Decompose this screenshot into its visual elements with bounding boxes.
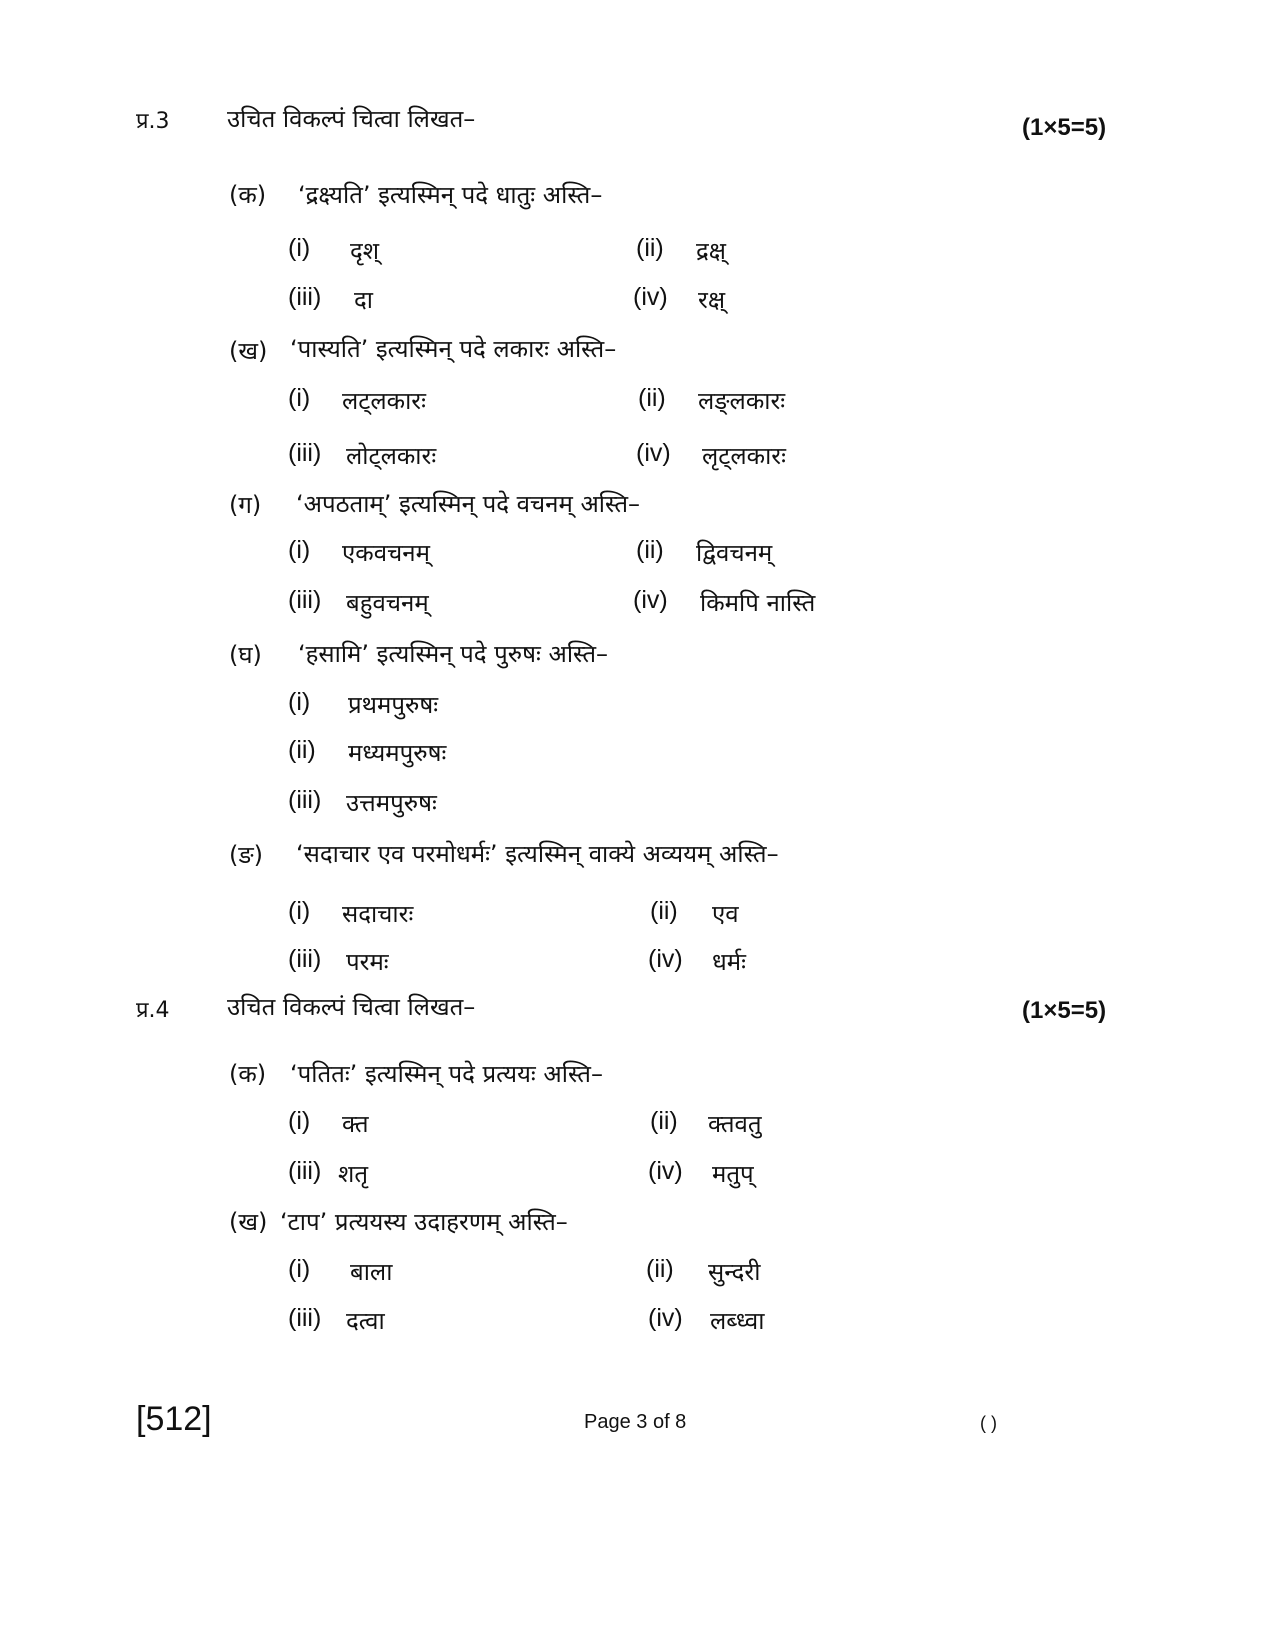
option-number: (iii) [288, 283, 322, 311]
option-text: परमः [346, 948, 389, 976]
item-text: ‘टाप’ प्रत्ययस्य उदाहरणम् अस्ति– [280, 1208, 568, 1236]
option-text: लृट्लकारः [702, 442, 786, 470]
item-label: (क) [229, 181, 267, 209]
marks-label: (1×5=5) [1022, 114, 1107, 141]
option-text: दा [354, 286, 373, 314]
option-text: दृश् [350, 237, 380, 265]
option-number: (ii) [638, 384, 666, 412]
option-number: (iii) [288, 945, 322, 973]
option-text: रक्ष् [698, 286, 726, 314]
option-text: सदाचारः [342, 900, 414, 928]
option-text: बहुवचनम् [346, 589, 429, 617]
item-label: (ख) [229, 337, 268, 365]
question-heading: उचित विकल्पं चित्वा लिखत– [227, 993, 476, 1021]
option-text: मध्यमपुरुषः [348, 739, 447, 767]
item-label: (ख) [229, 1208, 268, 1236]
item-text: ‘सदाचार एव परमोधर्मः’ इत्यस्मिन् वाक्ये अव्ययम् अस्ति– [296, 840, 779, 868]
option-number: (iii) [288, 439, 322, 467]
option-number: (iv) [648, 1304, 683, 1332]
option-text: लोट्लकारः [346, 442, 437, 470]
option-number: (ii) [650, 1107, 678, 1135]
question-number: प्र.4 [136, 998, 170, 1023]
option-text: मतुप् [712, 1160, 754, 1188]
option-text: द्विवचनम् [696, 539, 773, 567]
option-number: (iii) [288, 586, 322, 614]
option-text: दत्वा [346, 1307, 385, 1335]
option-text: धर्मः [712, 948, 746, 976]
option-number: (iv) [648, 945, 683, 973]
option-number: (i) [288, 897, 311, 925]
option-text: सुन्दरी [708, 1258, 761, 1286]
option-text: लब्ध्वा [710, 1307, 765, 1335]
option-number: (ii) [650, 897, 678, 925]
option-text: द्रक्ष् [696, 237, 726, 265]
item-text: ‘पतितः’ इत्यस्मिन् पदे प्रत्ययः अस्ति– [290, 1060, 603, 1088]
item-text: ‘हसामि’ इत्यस्मिन् पदे पुरुषः अस्ति– [298, 640, 609, 668]
option-number: (i) [288, 1107, 311, 1135]
option-text: एव [712, 900, 739, 928]
option-number: (i) [288, 688, 311, 716]
option-number: (iii) [288, 1157, 322, 1185]
option-number: (iv) [633, 283, 668, 311]
option-number: (iv) [648, 1157, 683, 1185]
option-number: (i) [288, 1255, 311, 1283]
item-label: (ग) [229, 491, 262, 519]
option-text: उत्तमपुरुषः [346, 789, 437, 817]
item-label: (क) [229, 1060, 267, 1088]
option-text: क्तवतु [708, 1110, 762, 1138]
option-text: एकवचनम् [342, 539, 430, 567]
page-number: Page 3 of 8 [584, 1411, 687, 1433]
item-text: ‘अपठताम्’ इत्यस्मिन् पदे वचनम् अस्ति– [296, 490, 641, 518]
marks-label: (1×5=5) [1022, 997, 1107, 1024]
option-text: लङ्लकारः [698, 387, 786, 415]
item-label: (घ) [229, 641, 262, 669]
option-number: (iii) [288, 1304, 322, 1332]
option-text: लट्लकारः [342, 387, 426, 415]
paper-code: [512] [136, 1400, 212, 1438]
option-number: (ii) [636, 234, 664, 262]
option-number: (i) [288, 536, 311, 564]
option-number: (iv) [633, 586, 668, 614]
option-number: (i) [288, 384, 311, 412]
question-number: प्र.3 [136, 109, 170, 134]
option-number: (ii) [636, 536, 664, 564]
option-number: (iii) [288, 786, 322, 814]
option-text: प्रथमपुरुषः [348, 691, 439, 719]
option-number: (ii) [288, 736, 316, 764]
option-text: किमपि नास्ति [700, 589, 816, 617]
item-text: ‘पास्यति’ इत्यस्मिन् पदे लकारः अस्ति– [290, 335, 617, 363]
option-text: शतृ [338, 1160, 368, 1188]
item-label: (ङ) [229, 841, 264, 869]
option-number: (i) [288, 234, 311, 262]
option-text: क्त [342, 1110, 369, 1138]
option-number: (iv) [636, 439, 671, 467]
question-heading: उचित विकल्पं चित्वा लिखत– [227, 105, 476, 133]
option-number: (ii) [646, 1255, 674, 1283]
option-text: बाला [350, 1258, 393, 1286]
footer-parenthesis: ( ) [980, 1413, 997, 1433]
item-text: ‘द्रक्ष्यति’ इत्यस्मिन् पदे धातुः अस्ति– [298, 181, 603, 209]
